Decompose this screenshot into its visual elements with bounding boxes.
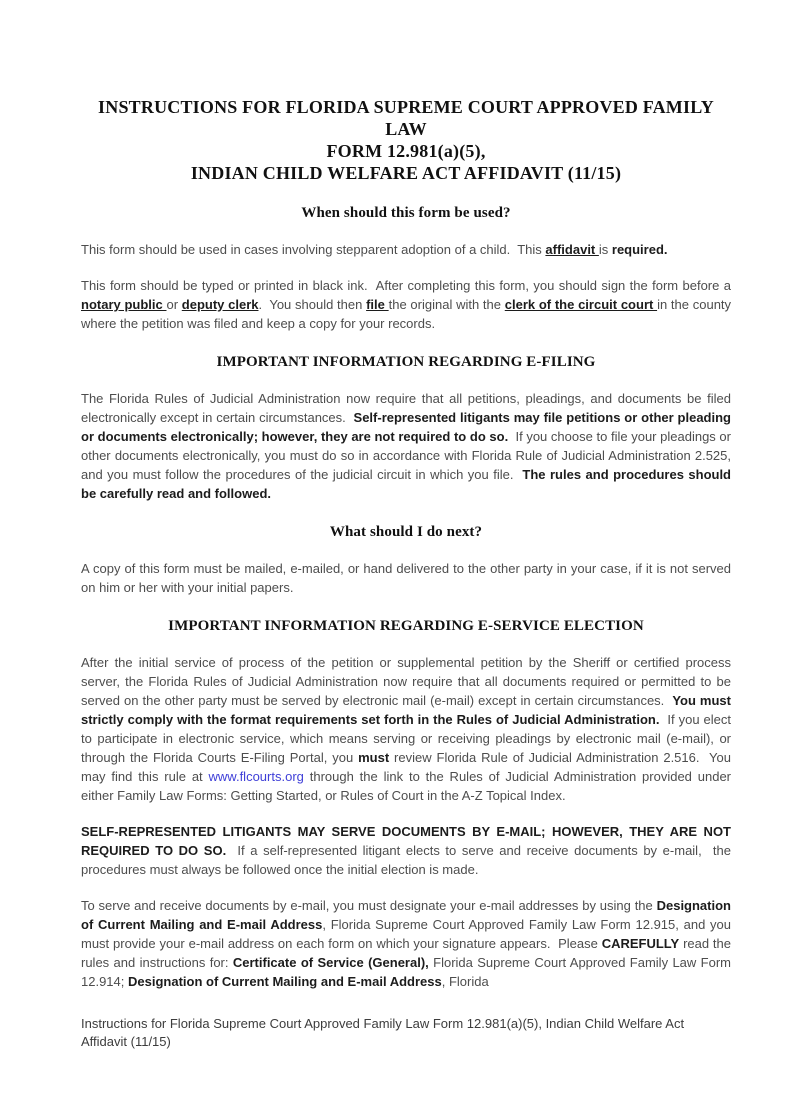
bold-run: must bbox=[358, 750, 390, 765]
text-run: is bbox=[598, 242, 612, 257]
paragraph-serve bbox=[81, 896, 731, 991]
text-run: the original with the bbox=[388, 297, 505, 312]
page-footer: Instructions for Florida Supreme Court Approved Family Law Form 12.981(a)(5), Indian Child Welfare Act Affidavit (11/15) bbox=[81, 1016, 685, 1049]
heading-eservice: IMPORTANT INFORMATION REGARDING E-SERVICE ELECTION bbox=[168, 618, 644, 634]
text-run: in the county where the petition was filed and keep a copy for your records. bbox=[81, 297, 732, 331]
bold-run: Certificate of Service (General), bbox=[232, 955, 429, 970]
bold-run: You must strictly comply with the format requirements set forth in the Rules of Judicial Administration. bbox=[81, 693, 731, 727]
paragraph-intro-1 bbox=[81, 240, 731, 259]
text-run: After the initial service of process of the petition or supplemental petition by the Sheriff or certified process server, the Florida Rules of Judicial Administration now require that all documents required or permitted to be served on the other party must be served by electronic mail (e-mail) except in certain circumstances. bbox=[81, 655, 731, 708]
text-run: The Florida Rules of Judicial Administration now require that all petitions, pleadings, and documents be filed electronically except in certain circumstances. bbox=[81, 391, 731, 425]
text-run: A copy of this form must be mailed, e-mailed, or hand delivered to the other party in your case, if it is not served on him or her with your initial papers. bbox=[81, 561, 731, 595]
bold-run: required bbox=[611, 242, 664, 257]
paragraph-what-next bbox=[81, 559, 731, 597]
document-title-line-1: INSTRUCTIONS FOR FLORIDA SUPREME COURT APPROVED FAMILY LAW bbox=[98, 97, 714, 139]
text-run: This form should be typed or printed in black ink. After completing this form, you should sign the form before a bbox=[81, 278, 731, 293]
flcourts-link[interactable]: www.flcourts.org bbox=[208, 769, 304, 784]
bold-underline-run: clerk of the circuit court bbox=[504, 297, 658, 312]
text-run: . You should then bbox=[258, 297, 367, 312]
text-run: If a self-represented litigant elects to serve and receive documents by e-mail, the procedures must always be followed once the initial election is made. bbox=[81, 843, 731, 877]
paragraph-selfrep bbox=[81, 822, 731, 879]
text-run: To serve and receive documents by e-mail, you must designate your e-mail addresses by using the bbox=[81, 898, 657, 913]
text-run: read the rules and instructions for: bbox=[81, 936, 731, 970]
paragraph-eservice bbox=[81, 653, 731, 805]
bold-underline-run: deputy clerk bbox=[181, 297, 259, 312]
bold-run: SELF-REPRESENTED LITIGANTS MAY SERVE DOCUMENTS BY E-MAIL; HOWEVER, THEY ARE NOT REQUIRED TO DO SO. bbox=[81, 824, 731, 858]
bold-underline-run: notary public bbox=[81, 297, 167, 312]
heading-what-next: What should I do next? bbox=[329, 524, 483, 540]
heading-when-should-form-be-used: When should this form be used? bbox=[301, 205, 511, 221]
text-run: or bbox=[166, 297, 182, 312]
document-title bbox=[81, 96, 731, 184]
text-run: review Florida Rule of Judicial Administration 2.516. You may find this rule at bbox=[81, 750, 731, 784]
bold-underline-run: file bbox=[366, 297, 389, 312]
bold-underline-run: affidavit bbox=[545, 242, 599, 257]
bold-run: Designation of Current Mailing and E-mail Address bbox=[81, 898, 731, 932]
bold-run: Designation of Current Mailing and E-mail Address bbox=[128, 974, 442, 989]
document-title-line-3: INDIAN CHILD WELFARE ACT AFFIDAVIT (11/15) bbox=[190, 163, 622, 183]
text-run: through the link to the Rules of Judicial Administration provided under either Family Law Forms: Getting Started, or Rules of Court in the A-Z Topical Index. bbox=[81, 769, 732, 803]
bold-run: CAREFULLY bbox=[601, 936, 680, 951]
text-run: This form should be used in cases involving stepparent adoption of a child. This bbox=[81, 242, 546, 257]
paragraph-efiling bbox=[81, 389, 731, 503]
document-title-line-2: FORM 12.981(a)(5), bbox=[326, 141, 486, 161]
text-run: If you elect to participate in electronic service, which means serving or receiving pleadings by electronic mail (e-mail), or through the Florida Courts E-Filing Portal, you bbox=[81, 712, 732, 765]
text-run: , Florida Supreme Court Approved Family Law Form 12.915, and you must provide your e-mail address on each form on which your signature appears. Please bbox=[81, 917, 731, 951]
text-run: Florida Supreme Court Approved Family Law Form 12.914; bbox=[81, 955, 731, 989]
bold-run: . bbox=[663, 242, 668, 257]
bold-run: Self-represented litigants may file petitions or other pleading or documents electronically; however, they are not required to do so. bbox=[81, 410, 731, 444]
paragraph-intro-2 bbox=[81, 276, 731, 333]
text-run: If you choose to file your pleadings or other documents electronically, you must do so in accordance with Florida Rule of Judicial Administration 2.525, and you must follow the procedures of the judicial circuit in which you file. bbox=[81, 429, 731, 482]
bold-run: The rules and procedures should be carefully read and followed. bbox=[81, 467, 731, 501]
heading-efiling: IMPORTANT INFORMATION REGARDING E-FILING bbox=[216, 354, 596, 370]
text-run: , Florida bbox=[441, 974, 489, 989]
